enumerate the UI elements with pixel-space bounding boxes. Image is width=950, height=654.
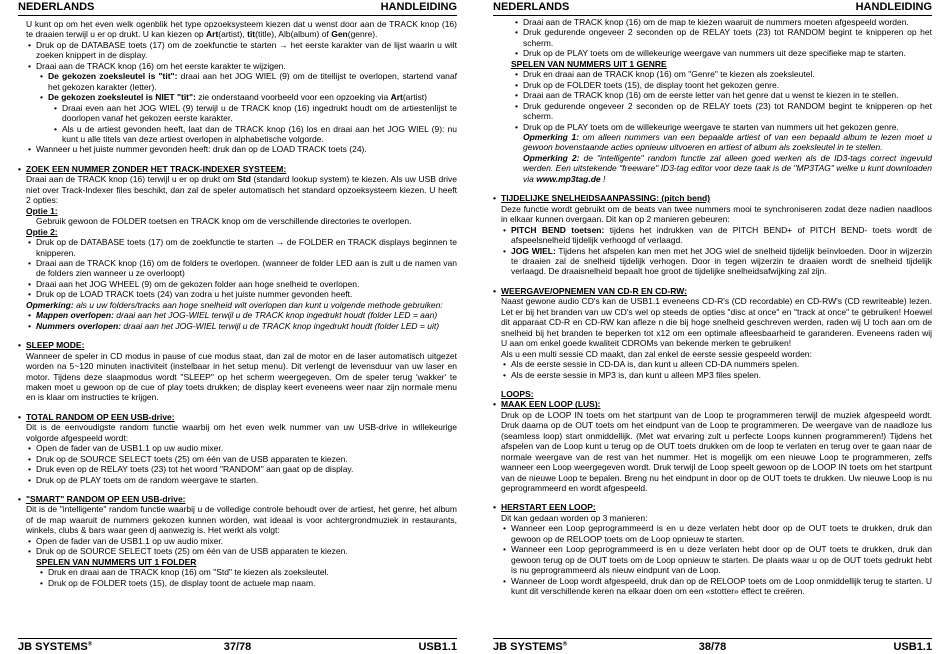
list-item: • Draai aan de TRACK knop (16) om de folders te overlopen. (wanneer de folder LED aan is zult u de namen van de folders zien wanneer u ze overloopt) bbox=[26, 258, 457, 279]
page-38 bbox=[475, 0, 950, 654]
section-title: • SLEEP MODE: bbox=[26, 340, 457, 350]
section-pitch-bend bbox=[501, 193, 932, 277]
list-item: • Draai aan de TRACK knop (16) om het eerste karakter te wijzigen. bbox=[26, 61, 457, 71]
section-cdr-cdrw bbox=[501, 286, 932, 380]
paragraph: Draai aan de TRACK knop (16) terwijl u er op drukt om Std (standard lookup system) te kiezen. Als uw USB drive niet over Track-Indexer files beschikt, dan zal de speler automatisch het standard opzoeksysteem kiezen. U heeft 2 opties: bbox=[26, 174, 457, 206]
mp3tag-link[interactable]: www.mp3tag.de bbox=[536, 173, 601, 184]
list-item: • Druk op de DATABASE toets (17) om de zoekfunctie te starten → de FOLDER en TRACK displays beginnen te knipperen. bbox=[26, 237, 457, 258]
page-number: 37/78 bbox=[223, 641, 252, 653]
paragraph: Als u een multi sessie CD maakt, dan zal enkel de eerste sessie gespeeld worden: bbox=[501, 348, 812, 359]
list-item: • De gekozen zoeksleutel is "tit": draai aan het JOG WIEL (9) om de titellijst te overlopen, startend vanaf het gekozen karakter (letter). bbox=[26, 71, 457, 92]
page-footer bbox=[493, 641, 932, 654]
list-item: • Druk op de PLAY toets om de willekeurige weergave te starten van nummers uit het gekozen genre. bbox=[501, 122, 932, 132]
header-title: HANDLEIDING bbox=[380, 1, 457, 13]
list-item: • Open de fader van de USB1.1 op uw audio mixer. bbox=[26, 443, 457, 453]
section-title: • "SMART" RANDOM OP EEN USB-drive: bbox=[26, 494, 457, 504]
list-item: • Druk gedurende ongeveer 2 seconden op de RELAY toets (23) tot RANDOM begint te knipperen op het scherm. bbox=[501, 101, 932, 122]
list-item: • Druk even op de RELAY toets (23) tot het woord "RANDOM" aan gaat op de display. bbox=[26, 464, 457, 474]
paragraph: Naast gewone audio CD's kan de USB1.1 eveneens CD-R's (CD recordable) en CD-RW's (CD rewriteable) lezen. Let er bij het branden van uw CD's wel op steeds de opties "disc at once" en "track at once" te gebruiken! Hoewel dit apparaat CD-R en CD-RW kan afleze n die bij hoge snelheid geschreven werden, raden wij U toch aan om de snelheid bij het branden te beperken tot x12 om een optimale afleesbaarheid te garanderen. Eveneens raden wij U aan om enkel goede kwaliteit CDROMs van bekende merken te gebruiken! bbox=[501, 296, 932, 349]
list-item: • Druk en draai aan de TRACK knop (16) om "Genre" te kiezen als zoeksleutel. bbox=[501, 69, 932, 79]
subsection-title: SPELEN VAN NUMMERS UIT 1 FOLDER bbox=[36, 556, 197, 567]
list-item: • JOG WIEL: Tijdens het afspelen kan men met het JOG wiel de snelheid tijdelijk beïnvloeden. Door in wijzerzin te draaien zal de snelheid tijdelijk verhogen. Door in tegen wijzerzin te draaien wordt de snelheid tijdelijk verlaagd. De draaisnelheid bepaalt hoe groot de tijdelijke snelheidsafwijking zal zijn. bbox=[501, 246, 932, 277]
paragraph: Dit kan gedaan worden op 3 manieren: bbox=[501, 512, 648, 523]
section-title: • WEERGAVE/OPNEMEN VAN CD-R EN CD-RW: bbox=[501, 286, 932, 296]
paragraph: Deze functie wordt gebruikt om de beats van twee nummers mooi te synchroniseren zodat deze nadien naadloos in elkaar kunnen overgaan. Dit kan op 2 manieren gebeuren: bbox=[501, 203, 932, 225]
list-item: • Als u de artiest gevonden heeft, laat dan de TRACK knop (16) los en draai aan het JOG WIEL (9): nu kunt u alle titels van deze artiest overlopen in alphabetische volgorde. bbox=[26, 124, 457, 145]
header-title: HANDLEIDING bbox=[855, 1, 932, 13]
list-item: • Druk op de SOURCE SELECT toets (25) om één van de USB apparaten te kiezen. bbox=[26, 454, 457, 464]
section-title: • ZOEK EEN NUMMER ZONDER HET TRACK-INDEXER SYSTEEM: bbox=[26, 164, 457, 174]
subsection-title: • HERSTART EEN LOOP: bbox=[501, 502, 932, 512]
subsection-title: SPELEN VAN NUMMERS UIT 1 GENRE bbox=[511, 58, 667, 69]
footer-brand: JB SYSTEMS® bbox=[493, 641, 568, 653]
page-header bbox=[493, 1, 932, 14]
list-item: • PITCH BEND toetsen: tijdens het indrukken van de PITCH BEND+ of PITCH BEND- toets wordt de afspeelsnelheid tijdelijk verhoogd of verlaagd. bbox=[501, 225, 932, 246]
list-item: • Draai aan de TRACK knop (16) om de eerste letter van het genre dat u wenst te kiezen in te stellen. bbox=[501, 90, 932, 100]
paragraph: Druk op de LOOP IN toets om het startpunt van de Loop te programmeren terwijl de muziek afgespeeld wordt. Druk daarna op de OUT toets om het eindpunt van de Loop te programmeren. De weergave van de naadloze lus (seamless loop) start onmiddellijk. (Met wat ervaring zult u perfecte Loops kunnen programmeren!) Tijdens het afspelen van de Loop kunt u terug op de OUT toets drukken om de loop te verlaten en terug over te gaan naar de normale weergave van de rest van het nummer. Het is mogelijk om een nieuwe Loop te programmeren, zelfs wanneer een Loop weergegeven wordt. Druk terwijl de Loop speelt gewoon op de LOOP IN toets om het startpunt van de nieuwe Loop te bepalen. Breng nu het eindpunt in door op de OUT toets te drukken. Uw nieuwe Loop is nu geprogrammeerd en wordt afgespeeld. bbox=[501, 409, 932, 494]
paragraph: Dit is de "intelligente" random functie waarbij u de volledige controle behoudt over de artiest, het genre, het album of de map waaruit de nummers gekozen kunnen worden, wat ideaal is voor achtergrondmuziek in restaurants, winkels, clubs & bars waar geen dj aanwezig is. Het werkt als volgt: bbox=[26, 504, 457, 536]
page-content bbox=[26, 19, 457, 588]
section-sleep-mode bbox=[26, 340, 457, 403]
list-item: • Druk op de PLAY toets om de willekeurige weergave van nummers uit deze specifieke map te starten. bbox=[501, 48, 932, 58]
list-item: • Druk op de PLAY toets om de random weergave te starten. bbox=[26, 475, 457, 485]
header-rule bbox=[493, 15, 932, 16]
list-item: • Druk gedurende ongeveer 2 seconden op de RELAY toets (23) tot RANDOM begint te knipperen op het scherm. bbox=[501, 27, 932, 48]
header-language: NEDERLANDS bbox=[493, 1, 570, 13]
list-item: • Draai aan de TRACK knop (16) om de map te kiezen waaruit de nummers moeten afgespeeld worden. bbox=[501, 17, 932, 27]
footer-rule bbox=[18, 638, 457, 639]
list-item: • Druk op de LOAD TRACK toets (24) van zodra u het juiste nummer gevonden heeft. bbox=[26, 289, 457, 299]
footer-brand: JB SYSTEMS® bbox=[18, 641, 93, 653]
footer-model: USB1.1 bbox=[418, 641, 457, 653]
list-item: • Druk op de FOLDER toets (15), de display toont het gekozen genre. bbox=[501, 80, 932, 90]
section-total-random bbox=[26, 412, 457, 485]
paragraph: Wanneer de speler in CD modus in pause of cue modus staat, dan zal de motor en de laser automatisch uitgezet worden na 5~120 minuten inactiviteit (instelbaar in het setup menu). Dit verlengt de levensduur van uw laser en motor. Tijdens deze slaapmodus wordt "SLEEP" op het scherm weergegeven. Om de speler terug 'wakker' te maken moet u gewoon op de cue of play toets drukken; de display keert eveneens weer naar zijn normale menu en is klaar om instructies te krijgen. bbox=[26, 350, 457, 403]
option-label: Optie 1: bbox=[26, 205, 58, 216]
list-item: • Draai even aan het JOG WIEL (9) terwijl u de TRACK knop (16) ingedrukt houdt om de artiestenlijst te doorlopen vanaf het gekozen eerste karakter. bbox=[26, 103, 457, 124]
list-item: • Wanneer een Loop geprogrammeerd is en u deze verlaten hebt door op de OUT toets te drukken, druk dan gewoon terug op de OUT toets om de Loop opnieuw te starten. De plaats waar u op de OUT toets gedrukt hebt is nu geprogrammeerd als nieuw eindpunt van de Loop. bbox=[501, 544, 932, 575]
section-loops bbox=[501, 389, 932, 597]
paragraph: U kunt op om het even welk ogenblik het type opzoeksysteem kiezen dat u wenst door aan de TRACK knop (16) te draaien terwijl u er op drukt. U kan kiezen op Art(artist), tit(title), Alb(album) of Gen(genre). bbox=[26, 19, 457, 40]
note: Opmerking 1: om alleen nummers van een bepaalde artiest of van een bepaald album te lezen moet u gewoon bovenstaande acties opnieuw uitvoeren en artiest of album als zoeksleutel in te stellen. bbox=[523, 131, 932, 153]
list-item: • Als de eerste sessie in CD-DA is, dan kunt u alleen CD-DA nummers spelen. bbox=[501, 359, 932, 369]
page-footer bbox=[18, 641, 457, 654]
list-item: • Als de eerste sessie in MP3 is, dan kunt u alleen MP3 files spelen. bbox=[501, 370, 932, 380]
list-item: • Open de fader van de USB1.1 op uw audio mixer. bbox=[26, 536, 457, 546]
paragraph: Gebruik gewoon de FOLDER toetsen en TRACK knop om de verschillende directories te overlopen. bbox=[36, 216, 412, 227]
section-smart-random bbox=[26, 494, 457, 588]
list-item: • Druk op de DATABASE toets (17) om de zoekfunctie te starten → het eerste karakter van de lijst waarin u wilt zoeken knippert in de display. bbox=[26, 40, 457, 61]
list-item: • Draai aan het JOG WHEEL (9) om de gekozen folder aan hoge snelheid te overlopen. bbox=[26, 279, 457, 289]
header-language: NEDERLANDS bbox=[18, 1, 95, 13]
note: Opmerking: als u uw folders/tracks aan hoge snelheid wilt overlopen dan kunt u volgende methode gebruiken: bbox=[26, 299, 443, 310]
list-item: • Wanneer de Loop wordt afgespeeld, druk dan op de RELOOP toets om de Loop onmiddellijk terug te starten. U kunt dit verschillende keren na elkaar doen om een «stotter» effect te creëren. bbox=[501, 576, 932, 597]
section-search-without-indexer bbox=[26, 164, 457, 331]
list-item: • Nummers overlopen: draai aan het JOG-WIEL terwijl u de TRACK knop ingedrukt houdt (folder LED = uit) bbox=[26, 321, 457, 331]
paragraph: Dit is de eenvoudigste random functie waarbij om het even welk nummer van uw USB-drive in willekeurige volgorde afgespeeld wordt: bbox=[26, 422, 457, 443]
note: Opmerking 2: de "intelligente" random functie zal alleen goed werken als de ID3-tags correct ingevuld werden. Een uitstekende "freeware" ID3-tag editor voor deze taak is de "MP3TAG" welke u kunt downloaden via www.mp3tag.de ! bbox=[523, 152, 932, 184]
list-item: • Druk op de FOLDER toets (15), de display toont de actuele map naam. bbox=[26, 578, 457, 588]
footer-rule bbox=[493, 638, 932, 639]
subsection-title: • MAAK EEN LOOP (LUS): bbox=[501, 399, 932, 409]
section-title: LOOPS: bbox=[501, 388, 534, 399]
list-item: • De gekozen zoeksleutel is NIET "tit": zie onderstaand voorbeeld voor een opzoeking via Art(artist) bbox=[26, 92, 457, 102]
footer-model: USB1.1 bbox=[893, 641, 932, 653]
subsection-restart-loop bbox=[501, 502, 932, 596]
list-item: • Druk en draai aan de TRACK knop (16) om "Std" te kiezen als zoeksleutel. bbox=[26, 567, 457, 577]
subsection-make-loop bbox=[501, 399, 932, 493]
page-header bbox=[18, 1, 457, 14]
page-content bbox=[501, 17, 932, 597]
header-rule bbox=[18, 15, 457, 16]
list-item: • Druk op de SOURCE SELECT toets (25) om één van de USB apparaten te kiezen. bbox=[26, 546, 457, 556]
list-item: • Wanneer een Loop geprogrammeerd is en u deze verlaten hebt door op de OUT toets te drukken, druk dan gewoon op de RELOOP toets om de Loop opnieuw te starten. bbox=[501, 523, 932, 544]
section-title: • TIJDELIJKE SNELHEIDSAANPASSING: (pitch bend) bbox=[501, 193, 932, 203]
section-title: • TOTAL RANDOM OP EEN USB-drive: bbox=[26, 412, 457, 422]
page-number: 38/78 bbox=[698, 641, 727, 653]
list-item: • Wanneer u het juiste nummer gevonden heeft: druk dan op de LOAD TRACK toets (24). bbox=[26, 144, 457, 154]
list-item: • Mappen overlopen: draai aan het JOG-WIEL terwijl u de TRACK knop ingedrukt houdt (folder LED = aan) bbox=[26, 310, 457, 320]
option-label: Optie 2: bbox=[26, 226, 58, 237]
